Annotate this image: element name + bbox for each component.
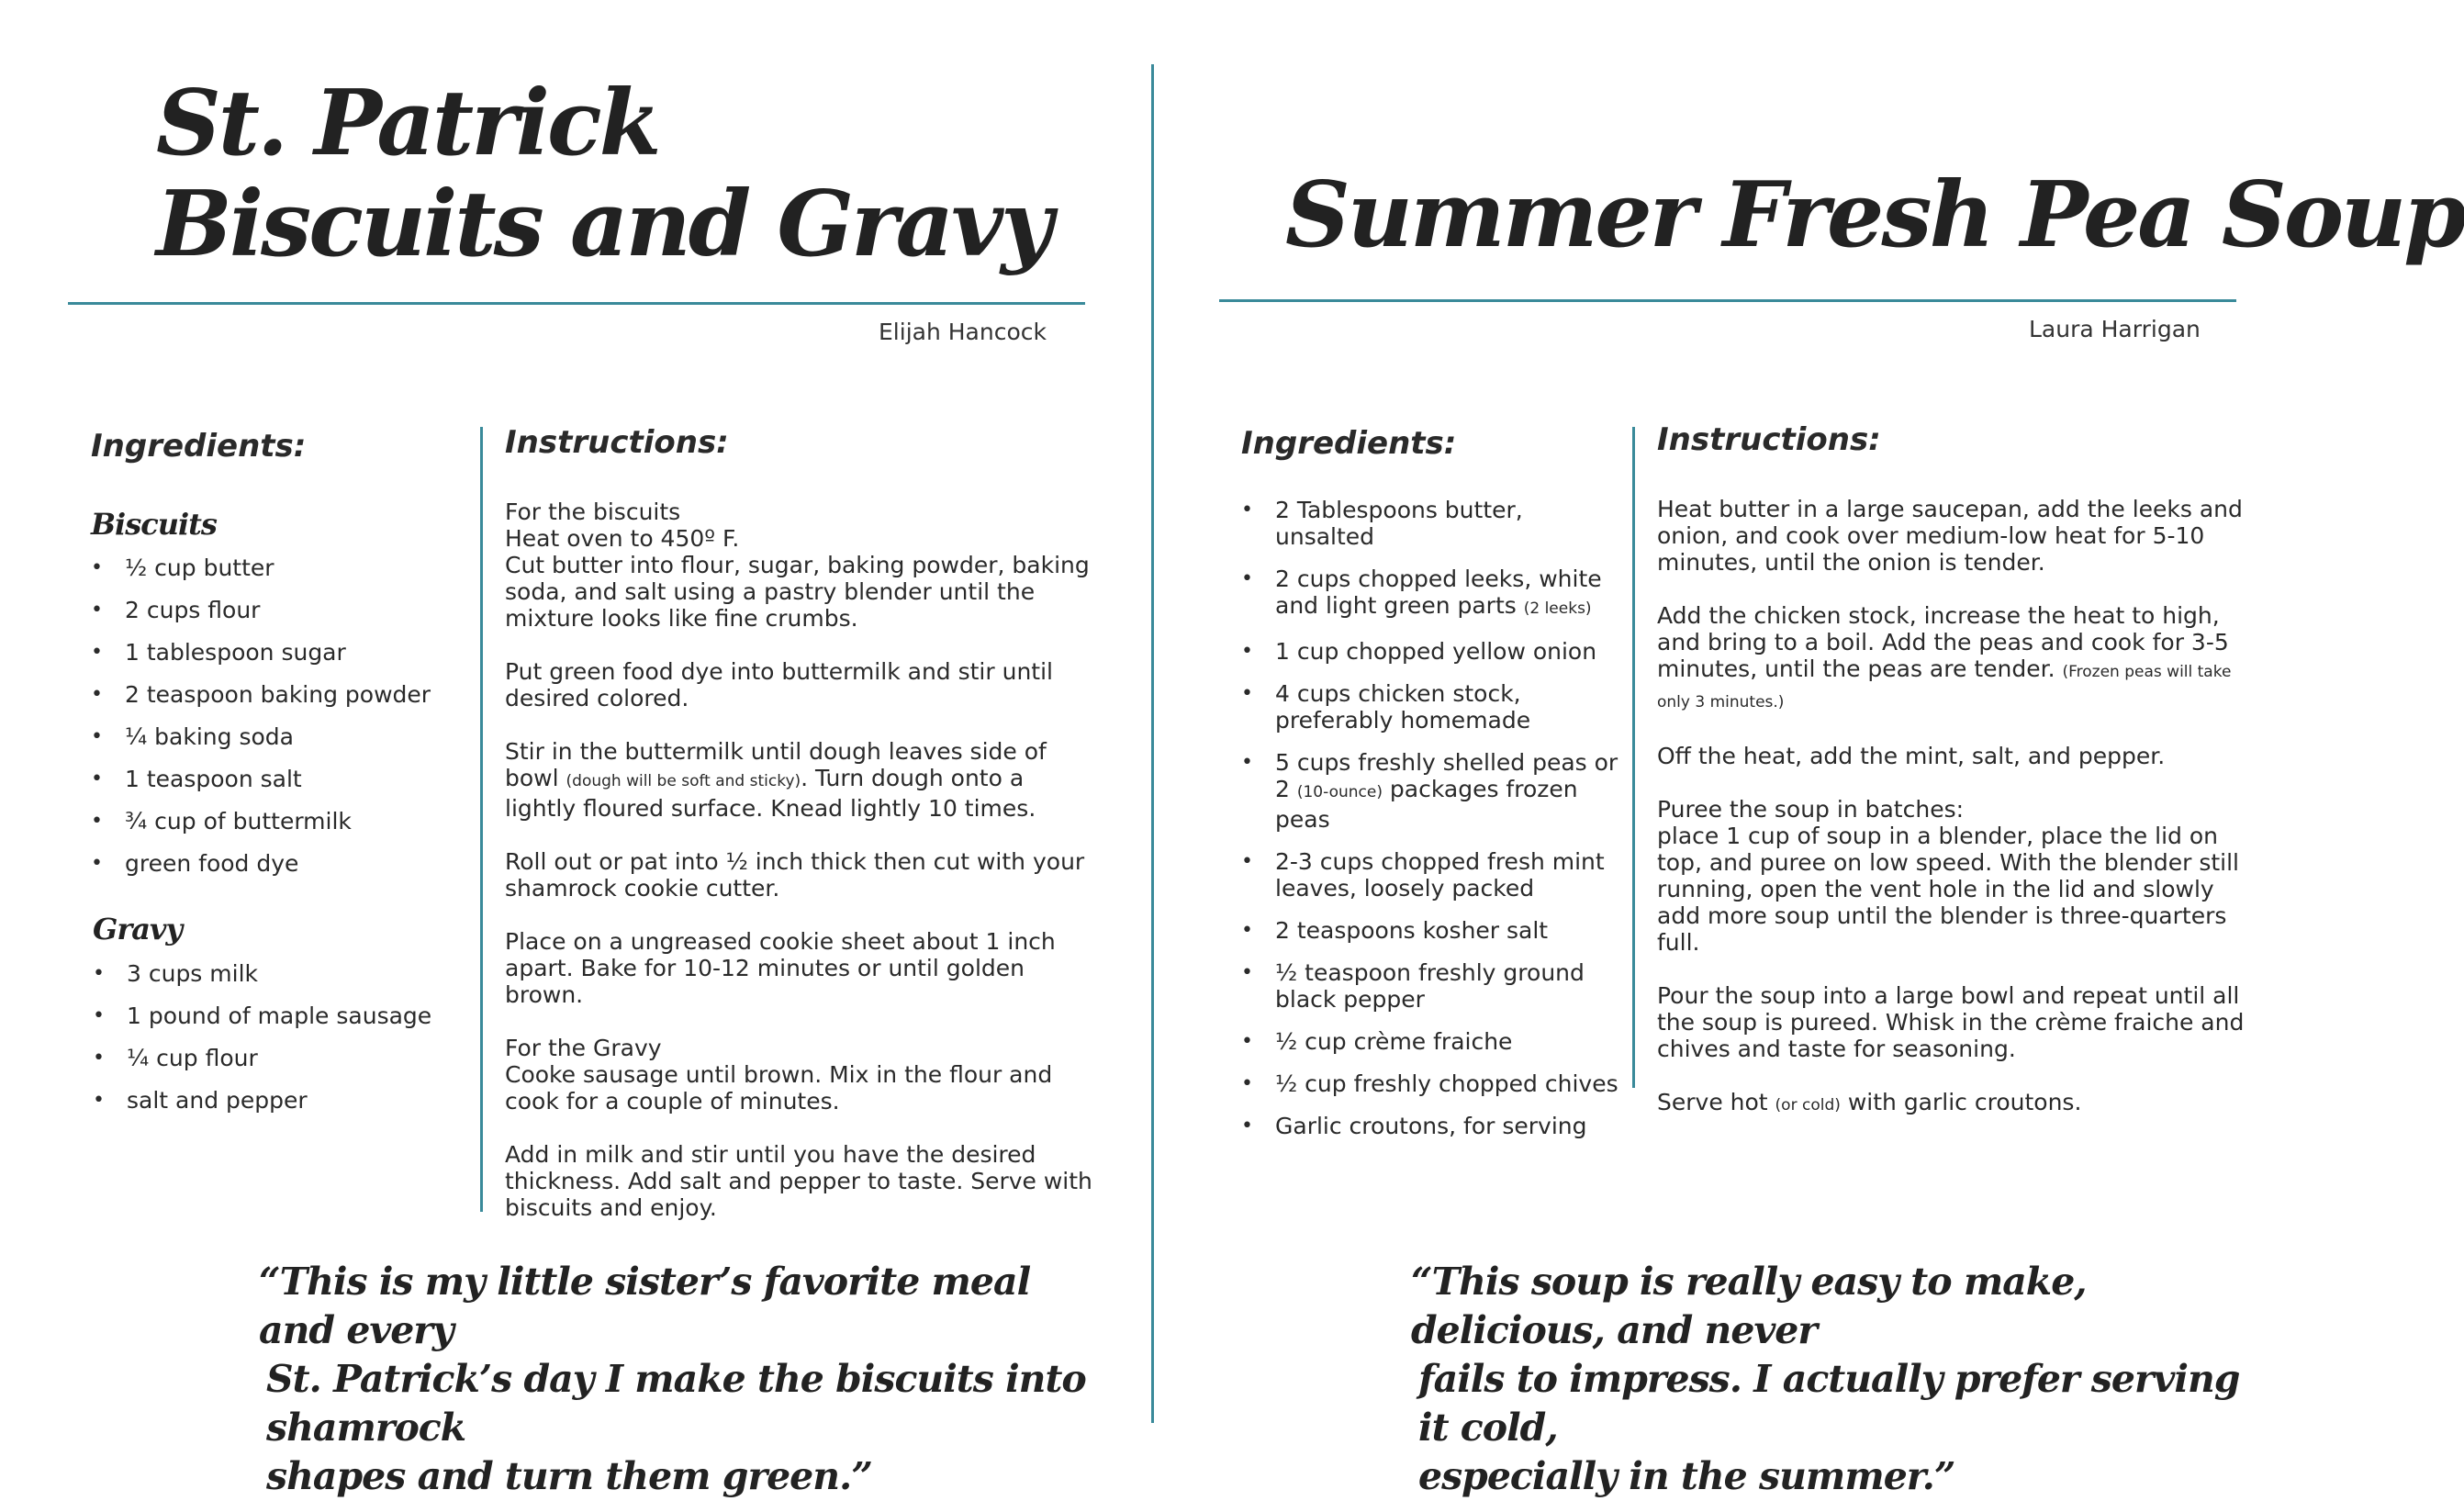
list-item: • ½ cup freshly chopped chives (1241, 1070, 1627, 1097)
ingredients-heading: Ingredients: (1241, 425, 1457, 462)
instruction-line: Heat oven to 450º F. (505, 525, 740, 552)
instruction-paragraph (1657, 602, 2254, 716)
ingredients-heading: Ingredients: (91, 428, 307, 465)
biscuits-ingredient-list (91, 554, 467, 892)
list-item: • ½ cup crème fraiche (1241, 1028, 1627, 1055)
instruction-paragraph (505, 498, 1092, 632)
recipe-title: Summer Fresh Pea Soup (1285, 162, 2464, 268)
instruction-text: with garlic croutons. (1847, 1089, 2082, 1115)
instructions-body (505, 498, 1092, 1248)
soup-ingredient-list (1241, 497, 1627, 1155)
author: Laura Harrigan (2029, 316, 2201, 342)
ingredient-note: (2 leeks) (1523, 599, 1592, 618)
recipe-biscuits-and-gravy (0, 0, 1152, 1498)
column-divider (1632, 427, 1635, 1088)
column-divider (480, 427, 483, 1212)
recipe-pea-soup (1157, 0, 2464, 1498)
list-item: • 1 pound of maple sausage (93, 1003, 469, 1029)
list-item (1241, 566, 1627, 622)
instruction-paragraph (505, 738, 1092, 822)
title-line-1: St. Patrick (156, 71, 659, 176)
instruction-note: (dough will be soft and sticky) (566, 772, 801, 790)
list-item: • 2 teaspoons kosher salt (1241, 917, 1627, 944)
author: Elijah Hancock (879, 319, 1047, 345)
instruction-line: Puree the soup in batches: (1657, 796, 1965, 823)
instruction-note: (Frozen peas will take only 3 minutes.) (1657, 663, 2232, 711)
instruction-paragraph: Roll out or pat into ½ inch thick then cut with your shamrock cookie cutter. (505, 848, 1085, 902)
instruction-text: Add the chicken stock, increase the heat to high, and bring to a boil. Add the peas and cook for 3-5 minutes, until the peas are tender. (1657, 602, 2229, 682)
list-item: • 2 cups flour (91, 597, 467, 623)
instruction-paragraph: Heat butter in a large saucepan, add the leeks and onion, and cook over medium-low heat for 5-10 minutes, until the onion is tender. (1657, 496, 2243, 576)
ingredient-text: packages frozen peas (1275, 776, 1578, 833)
instructions-heading: Instructions: (1657, 421, 1881, 458)
list-item: • 1 cup chopped yellow onion (1241, 638, 1627, 665)
gravy-heading: Gravy (93, 912, 183, 947)
instruction-paragraph: Place on a ungreased cookie sheet about 1 inch apart. Bake for 10-12 minutes or until golden brown. (505, 928, 1056, 1008)
ingredient-text: 2 cups chopped leeks, white and light green parts (1275, 566, 1602, 619)
quote-line: especially in the summer.” (1418, 1454, 1955, 1498)
instruction-text: Stir in the buttermilk until dough leaves side of bowl (505, 738, 1047, 791)
quote-line: St. Patrick’s day I make the biscuits into shamrock (266, 1357, 1086, 1450)
instructions-heading: Instructions: (505, 424, 729, 461)
ingredient-text: 5 cups freshly shelled peas or 2 (1275, 749, 1618, 802)
ingredient-note: (10-ounce) (1296, 783, 1383, 801)
instruction-line: place 1 cup of soup in a blender, place the lid on top, and puree on low speed. With the blender still running, open the vent hole in the lid and slowly add more soup until the blender is three-quarters full. (1657, 823, 2239, 956)
instruction-text: . Turn dough onto a lightly floured surface. Knead lightly 10 times. (505, 765, 1036, 822)
instruction-line: For the Gravy (505, 1035, 662, 1061)
list-item: • 2 teaspoon baking powder (91, 681, 467, 708)
instruction-paragraph (505, 1035, 1092, 1115)
title-rule (1219, 299, 2236, 302)
list-item: • ¼ cup flour (93, 1045, 469, 1071)
list-item: • ½ cup butter (91, 554, 467, 581)
quote-line: fails to impress. I actually prefer serving it cold, (1418, 1357, 2240, 1450)
instruction-paragraph: Add in milk and stir until you have the desired thickness. Add salt and pepper to taste. Serve with biscuits and enjoy. (505, 1141, 1092, 1221)
recipe-quote (259, 1258, 1111, 1501)
list-item: • 2 Tablespoons butter, unsalted (1241, 497, 1627, 550)
recipe-quote (1411, 1258, 2277, 1501)
title-rule (68, 302, 1085, 305)
instruction-paragraph: Put green food dye into buttermilk and stir until desired colored. (505, 658, 1053, 711)
instruction-paragraph: Pour the soup into a large bowl and repeat until all the soup is pureed. Whisk in the crème fraiche and chives and taste for seasoning. (1657, 982, 2245, 1062)
list-item: • Garlic croutons, for serving (1241, 1113, 1627, 1139)
list-item: • 1 teaspoon salt (91, 766, 467, 792)
list-item: • 3 cups milk (93, 960, 469, 987)
quote-line: “This is my little sister’s favorite meal and every (259, 1260, 1031, 1352)
instruction-note: (or cold) (1775, 1096, 1841, 1115)
list-item: • 1 tablespoon sugar (91, 639, 467, 666)
list-item: • 2-3 cups chopped fresh mint leaves, loosely packed (1241, 848, 1627, 902)
list-item: • ¼ baking soda (91, 723, 467, 750)
instruction-paragraph (1657, 796, 2254, 956)
quote-line: “This soup is really easy to make, delicious, and never (1411, 1260, 2087, 1352)
list-item: • 4 cups chicken stock, preferably homemade (1241, 680, 1627, 734)
instruction-line: Cooke sausage until brown. Mix in the flour and cook for a couple of minutes. (505, 1061, 1053, 1115)
list-item: • ½ teaspoon freshly ground black pepper (1241, 959, 1627, 1013)
list-item (1241, 749, 1627, 833)
title-line-2: Biscuits and Gravy (156, 172, 1051, 277)
instruction-text: Serve hot (1657, 1089, 1768, 1115)
biscuits-heading: Biscuits (91, 507, 217, 542)
instruction-line: For the biscuits (505, 498, 681, 525)
quote-line: shapes and turn them green.” (266, 1454, 872, 1498)
instructions-body (1657, 496, 2254, 1146)
gravy-ingredient-list (93, 960, 469, 1129)
list-item: • salt and pepper (93, 1087, 469, 1114)
list-item: • ¾ cup of buttermilk (91, 808, 467, 835)
instruction-paragraph: Off the heat, add the mint, salt, and pepper. (1657, 743, 2166, 769)
recipe-title (156, 73, 1120, 275)
instruction-paragraph (1657, 1089, 2254, 1119)
list-item: • green food dye (91, 850, 467, 877)
instruction-line: Cut butter into flour, sugar, baking powder, baking soda, and salt using a pastry blender until the mixture looks like fine crumbs. (505, 552, 1090, 632)
